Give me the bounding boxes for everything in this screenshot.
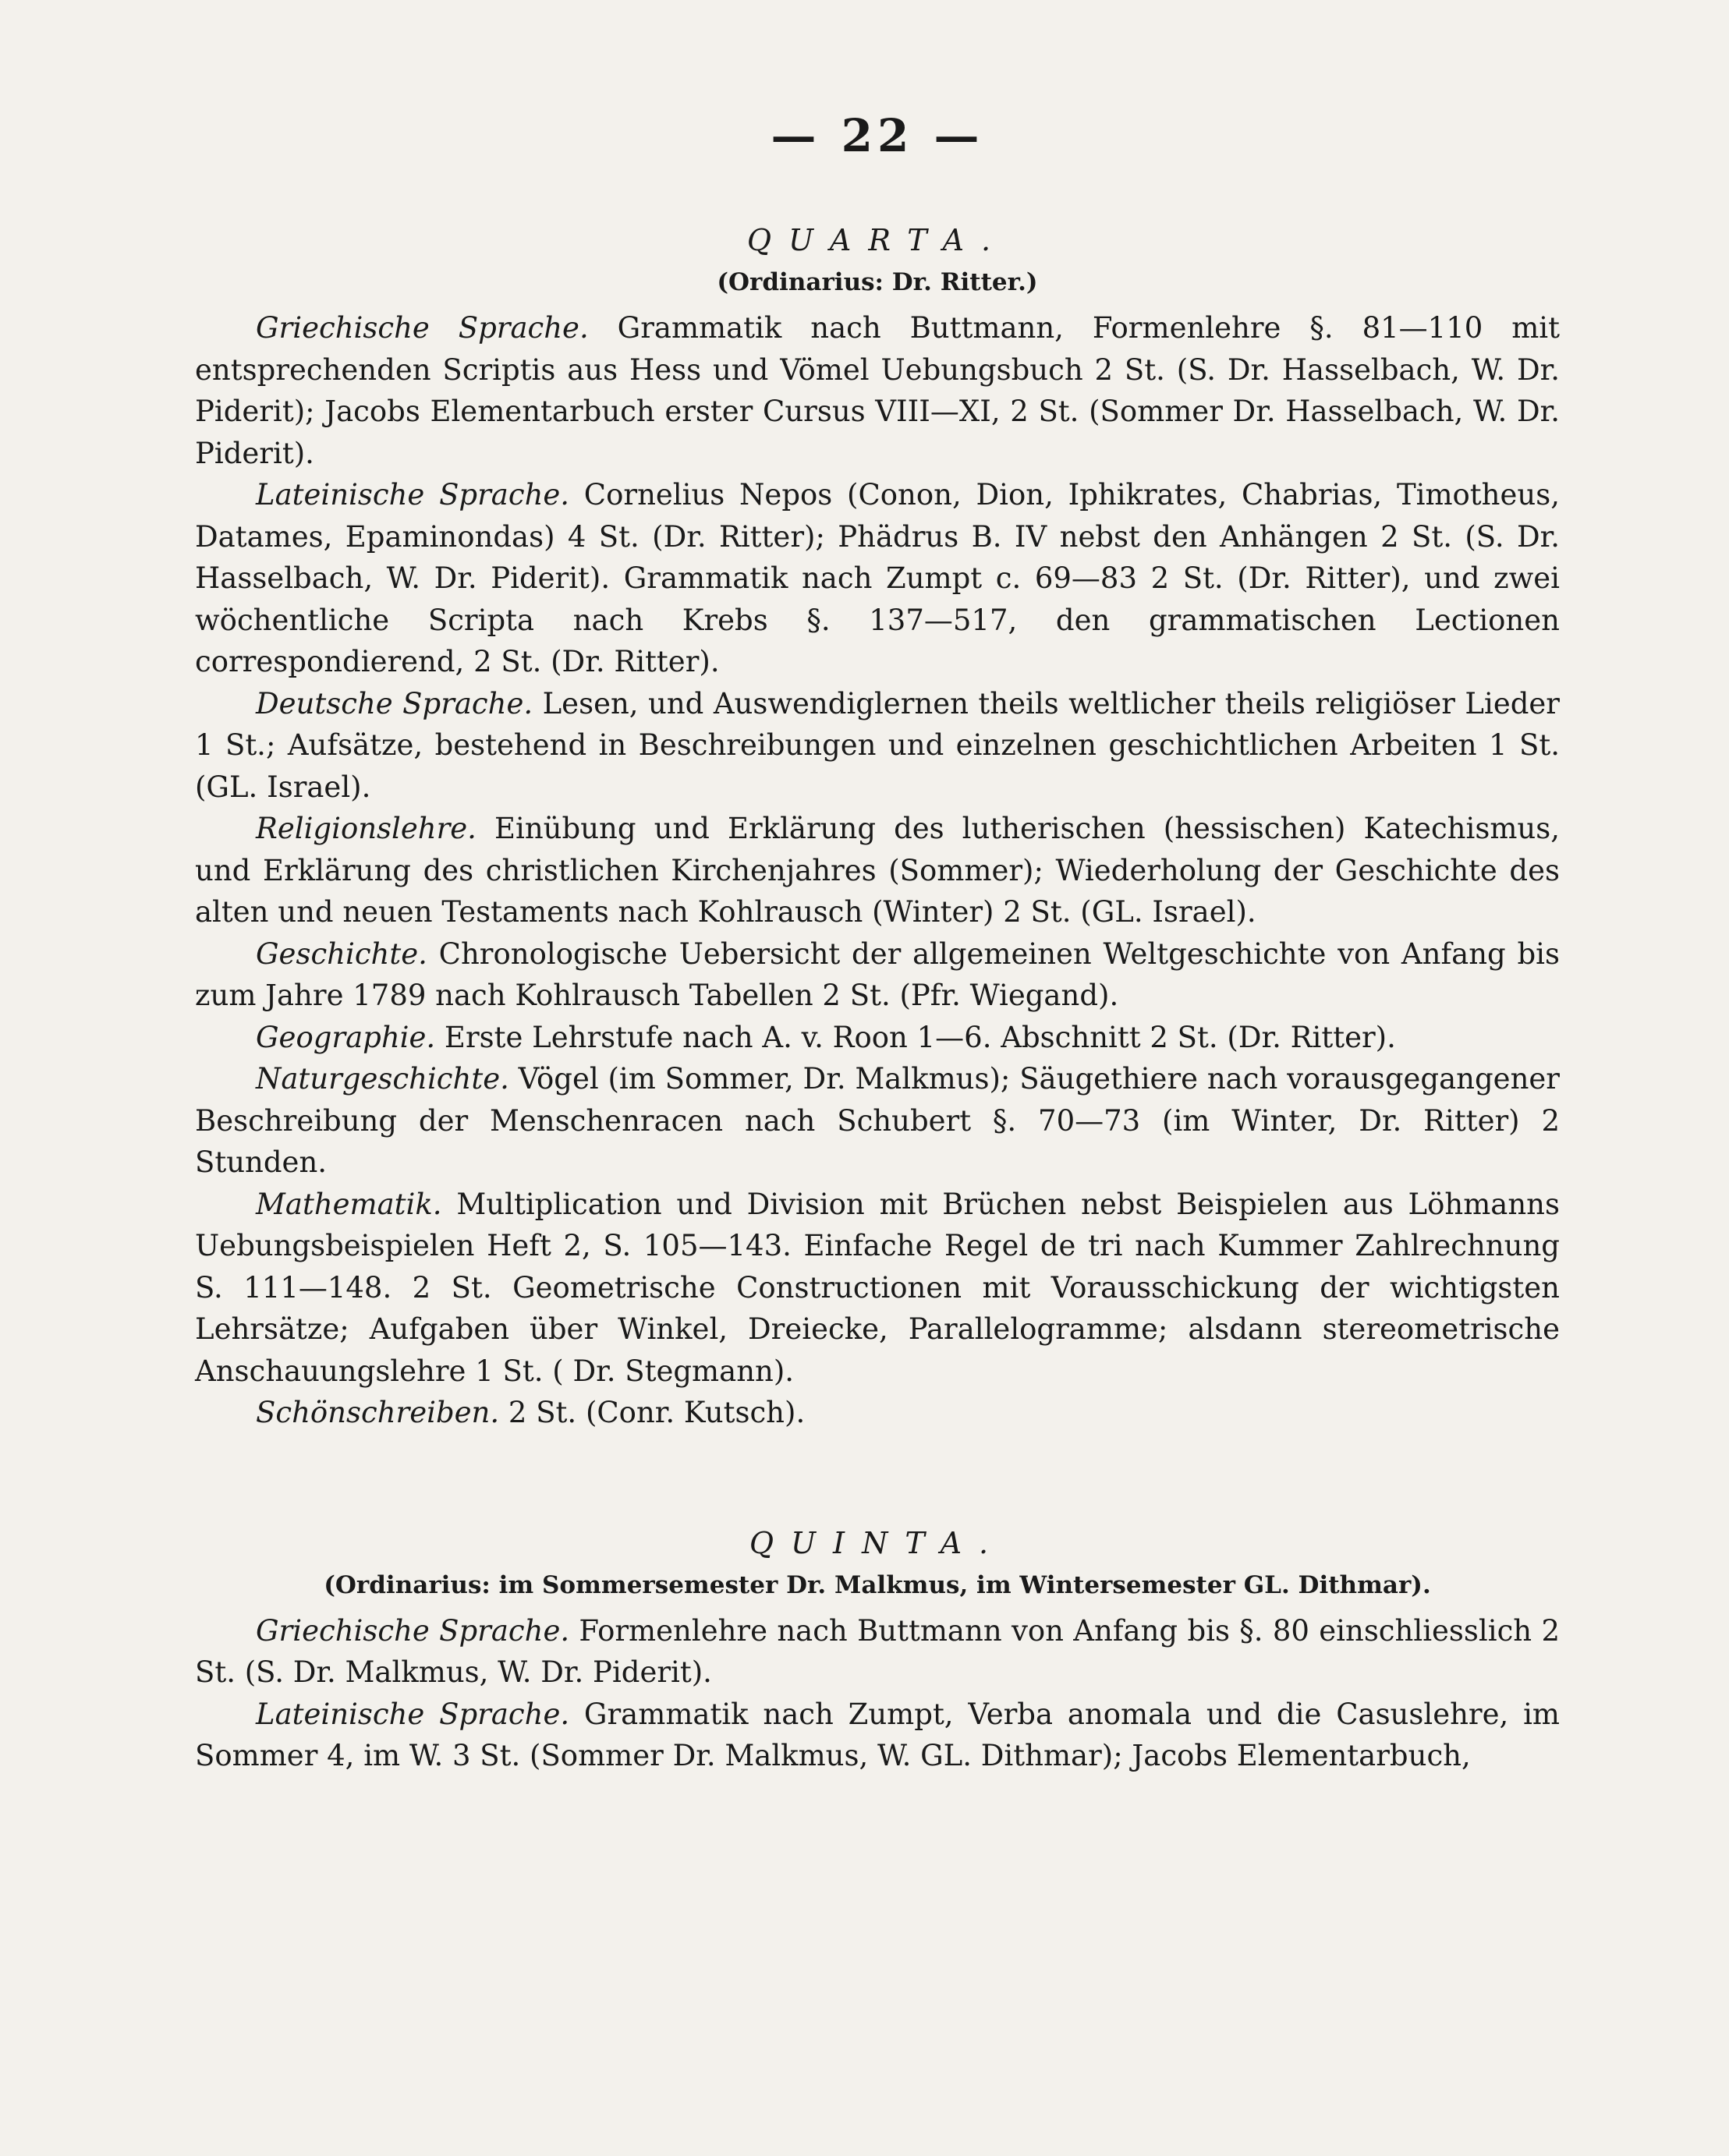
section-spacer — [195, 1434, 1560, 1526]
subject-heading: Deutsche Sprache. — [256, 686, 533, 720]
paragraph-deutsche-sprache — [195, 683, 1560, 809]
subject-heading: Lateinische Sprache. — [256, 478, 570, 512]
paragraph-schoenschreiben — [195, 1392, 1560, 1434]
section-title: QUARTA. — [746, 223, 1008, 257]
ordinarius-line: (Ordinarius: im Sommersemester Dr. Malkmus, im Wintersemester GL. Dithmar). — [324, 1570, 1431, 1599]
paragraph-text: Grammatik nach Zumpt, Verba anomala und die Casuslehre, im Sommer 4, im W. 3 St. (Sommer Dr. Malkmus, W. GL. Dithmar); Jacobs Elementarbuch, — [195, 1697, 1560, 1772]
paragraph-text: Formenlehre nach Buttmann von Anfang bis §. 80 einschliesslich 2 St. (S. Dr. Malkmus, W. Dr. Piderit). — [195, 1613, 1560, 1689]
section-quinta — [195, 1526, 1560, 1777]
ordinarius-line: (Ordinarius: Dr. Ritter.) — [717, 268, 1038, 296]
paragraph-mathematik — [195, 1184, 1560, 1393]
subject-heading: Griechische Sprache. — [256, 311, 589, 345]
subject-heading: Geschichte. — [256, 936, 427, 971]
paragraph-religionslehre — [195, 808, 1560, 933]
paragraph-naturgeschichte — [195, 1058, 1560, 1184]
paragraph-geographie — [195, 1017, 1560, 1059]
subject-heading: Mathematik. — [256, 1187, 442, 1221]
page-number: — 22 — — [771, 109, 984, 162]
subject-heading: Griechische Sprache. — [256, 1613, 570, 1648]
paragraph-text: Chronologische Uebersicht der allgemeinen Weltgeschichte von Anfang bis zum Jahre 1789 nach Kohlrausch Tabellen 2 St. (Pfr. Wiegand). — [195, 936, 1560, 1012]
paragraph-lateinische-sprache — [195, 1694, 1560, 1777]
paragraph-text: Einübung und Erklärung des lutherischen (hessischen) Katechismus, und Erklärung des christlichen Kirchenjahres (Sommer); Wiederholung der Geschichte des alten und neuen Testaments nach Kohlrausch (Winter) 2 St. (GL. Israel). — [195, 812, 1560, 929]
paragraph-text: Cornelius Nepos (Conon, Dion, Iphikrates, Chabrias, Timotheus, Datames, Epaminondas) 4 St. (Dr. Ritter); Phädrus B. IV nebst den Anhängen 2 St. (S. Dr. Hasselbach, W. Dr. Piderit). Grammatik nach Zumpt c. 69—83 2 St. (Dr. Ritter), und zwei wöchentliche Scripta nach Krebs §. 137—517, den grammatischen Lectionen correspondierend, 2 St. (Dr. Ritter). — [195, 478, 1560, 678]
subject-heading: Naturgeschichte. — [256, 1062, 509, 1096]
paragraph-griechische-sprache — [195, 307, 1560, 474]
section-title: QUINTA. — [749, 1525, 1006, 1560]
paragraph-text: Multiplication und Division mit Brüchen nebst Beispielen aus Löhmanns Uebungsbeispielen Heft 2, S. 105—143. Einfache Regel de tri nach Kummer Zahlrechnung S. 111—148. 2 St. Geometrische Constructionen mit Vorausschickung der wichtigsten Lehrsätze; Aufgaben über Winkel, Dreiecke, Parallelogramme; alsdann stereometrische Anschauungslehre 1 St. ( Dr. Stegmann). — [195, 1187, 1560, 1388]
subject-heading: Religionslehre. — [256, 812, 477, 845]
paragraph-text: Grammatik nach Buttmann, Formenlehre §. 81—110 mit entsprechenden Scriptis aus Hess und Vömel Uebungsbuch 2 St. (S. Dr. Hasselbach, W. Dr. Piderit); Jacobs Elementarbuch erster Cursus VIII—XI, 2 St. (Sommer Dr. Hasselbach, W. Dr. Piderit). — [195, 311, 1560, 470]
paragraph-geschichte — [195, 933, 1560, 1017]
section-quarta — [195, 223, 1560, 1434]
paragraph-text: Vögel (im Sommer, Dr. Malkmus); Säugethiere nach vorausgegangener Beschreibung der Menschenracen nach Schubert §. 70—73 (im Winter, Dr. Ritter) 2 Stunden. — [195, 1062, 1560, 1179]
document-page — [195, 109, 1560, 1777]
subject-heading: Schönschreiben. — [256, 1396, 500, 1429]
paragraph-griechische-sprache — [195, 1610, 1560, 1694]
paragraph-lateinische-sprache — [195, 474, 1560, 683]
subject-heading: Lateinische Sprache. — [256, 1697, 570, 1731]
subject-heading: Geographie. — [256, 1020, 436, 1054]
paragraph-text: Lesen, und Auswendiglernen theils weltlicher theils religiöser Lieder 1 St.; Aufsätze, bestehend in Beschreibungen und einzelnen geschichtlichen Arbeiten 1 St. (GL. Israel). — [195, 686, 1560, 804]
paragraph-text: Erste Lehrstufe nach A. v. Roon 1—6. Abschnitt 2 St. (Dr. Ritter). — [435, 1020, 1396, 1054]
paragraph-text: 2 St. (Conr. Kutsch). — [499, 1396, 806, 1429]
